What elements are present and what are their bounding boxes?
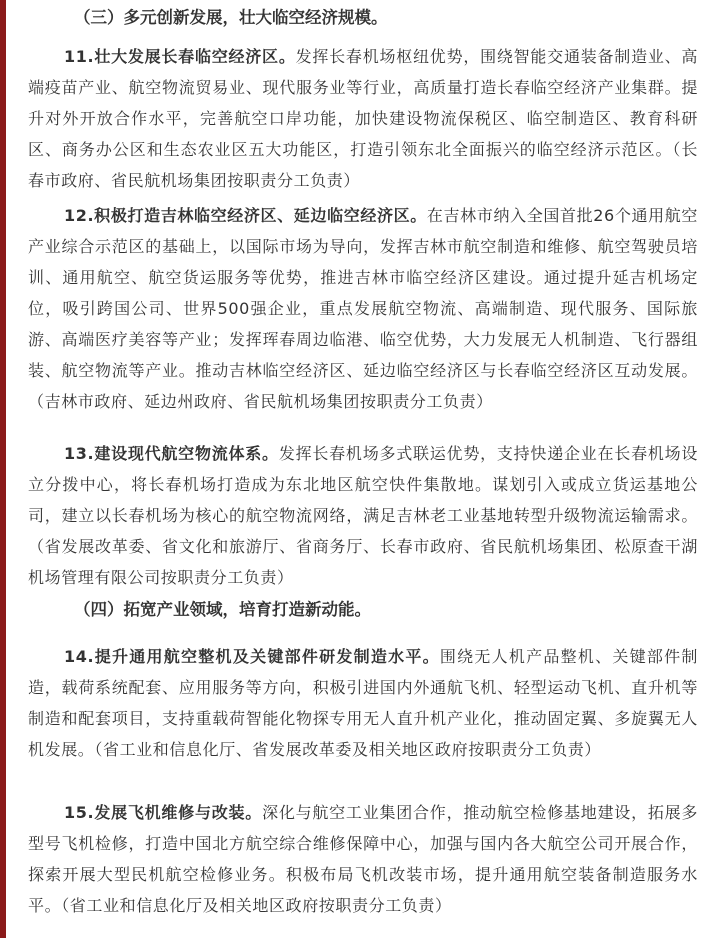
paragraph-item-13 — [28, 438, 698, 593]
item-13-title: 13.建设现代航空物流体系。 — [64, 444, 279, 463]
item-14-text: 围绕无人机产品整机、关键部件制造，载荷系统配套、应用服务等方向，积极引进国内外通航飞机、轻型运动飞机、直升机等制造和配套项目，支持重载荷智能化物探专用无人直升机产业化，推动固定翼、多旋翼无人机发展。（省工业和信息化厅、省发展改革委及相关地区政府按职责分工负责） — [28, 647, 698, 759]
item-13-text: 发挥长春机场多式联运优势，支持快递企业在长春机场设立分拨中心，将长春机场打造成为东北地区航空快件集散地。谋划引入或成立货运基地公司，建立以长春机场为核心的航空物流网络，满足吉林老工业基地转型升级物流运输需求。（省发展改革委、省文化和旅游厅、省商务厅、长春市政府、省民航机场集团、松原查干湖机场管理有限公司按职责分工负责） — [28, 444, 698, 587]
item-14-title: 14.提升通用航空整机及关键部件研发制造水平。 — [64, 647, 440, 666]
item-11-title: 11.壮大发展长春临空经济区。 — [64, 47, 296, 66]
item-12-text: 在吉林市纳入全国首批26个通用航空产业综合示范区的基础上，以国际市场为导向，发挥吉林市航空制造和维修、航空驾驶员培训、通用航空、航空货运服务等优势，推进吉林市临空经济区建设。通过提升延吉机场定位，吸引跨国公司、世界500强企业，重点发展航空物流、高端制造、现代服务、国际旅游、高端医疗美容等产业；发挥珲春周边临港、临空优势，大力发展无人机制造、飞行器组装、航空物流等产业。推动吉林临空经济区、延边临空经济区与长春临空经济区互动发展。（吉林市政府、延边州政府、省民航机场集团按职责分工负责） — [28, 206, 698, 411]
item-15-title: 15.发展飞机维修与改装。 — [64, 803, 263, 822]
paragraph-item-12 — [28, 200, 698, 417]
item-15-text: 深化与航空工业集团合作，推动航空检修基地建设，拓展多型号飞机检修，打造中国北方航空综合维修保障中心，加强与国内各大航空公司开展合作，探索开展大型民机航空检修业务。积极布局飞机改装市场，提升通用航空装备制造服务水平。（省工业和信息化厅及相关地区政府按职责分工负责） — [28, 803, 698, 915]
item-11-text: 发挥长春机场枢纽优势，围绕智能交通装备制造业、高端疫苗产业、航空物流贸易业、现代服务业等行业，高质量打造长春临空经济产业集群。提升对外开放合作水平，完善航空口岸功能，加快建设物流保税区、临空制造区、教育科研区、商务办公区和生态农业区五大功能区，打造引领东北全面振兴的临空经济示范区。（长春市政府、省民航机场集团按职责分工负责） — [28, 47, 698, 190]
paragraph-item-11 — [28, 41, 698, 196]
item-12-title: 12.积极打造吉林临空经济区、延边临空经济区。 — [64, 206, 427, 225]
section-heading-3: （三）多元创新发展，壮大临空经济规模。 — [74, 8, 388, 27]
section-heading-4: （四）拓宽产业领域，培育打造新动能。 — [74, 600, 371, 619]
left-accent-bar — [0, 0, 6, 938]
paragraph-item-14 — [28, 641, 698, 765]
paragraph-item-15 — [28, 797, 698, 921]
